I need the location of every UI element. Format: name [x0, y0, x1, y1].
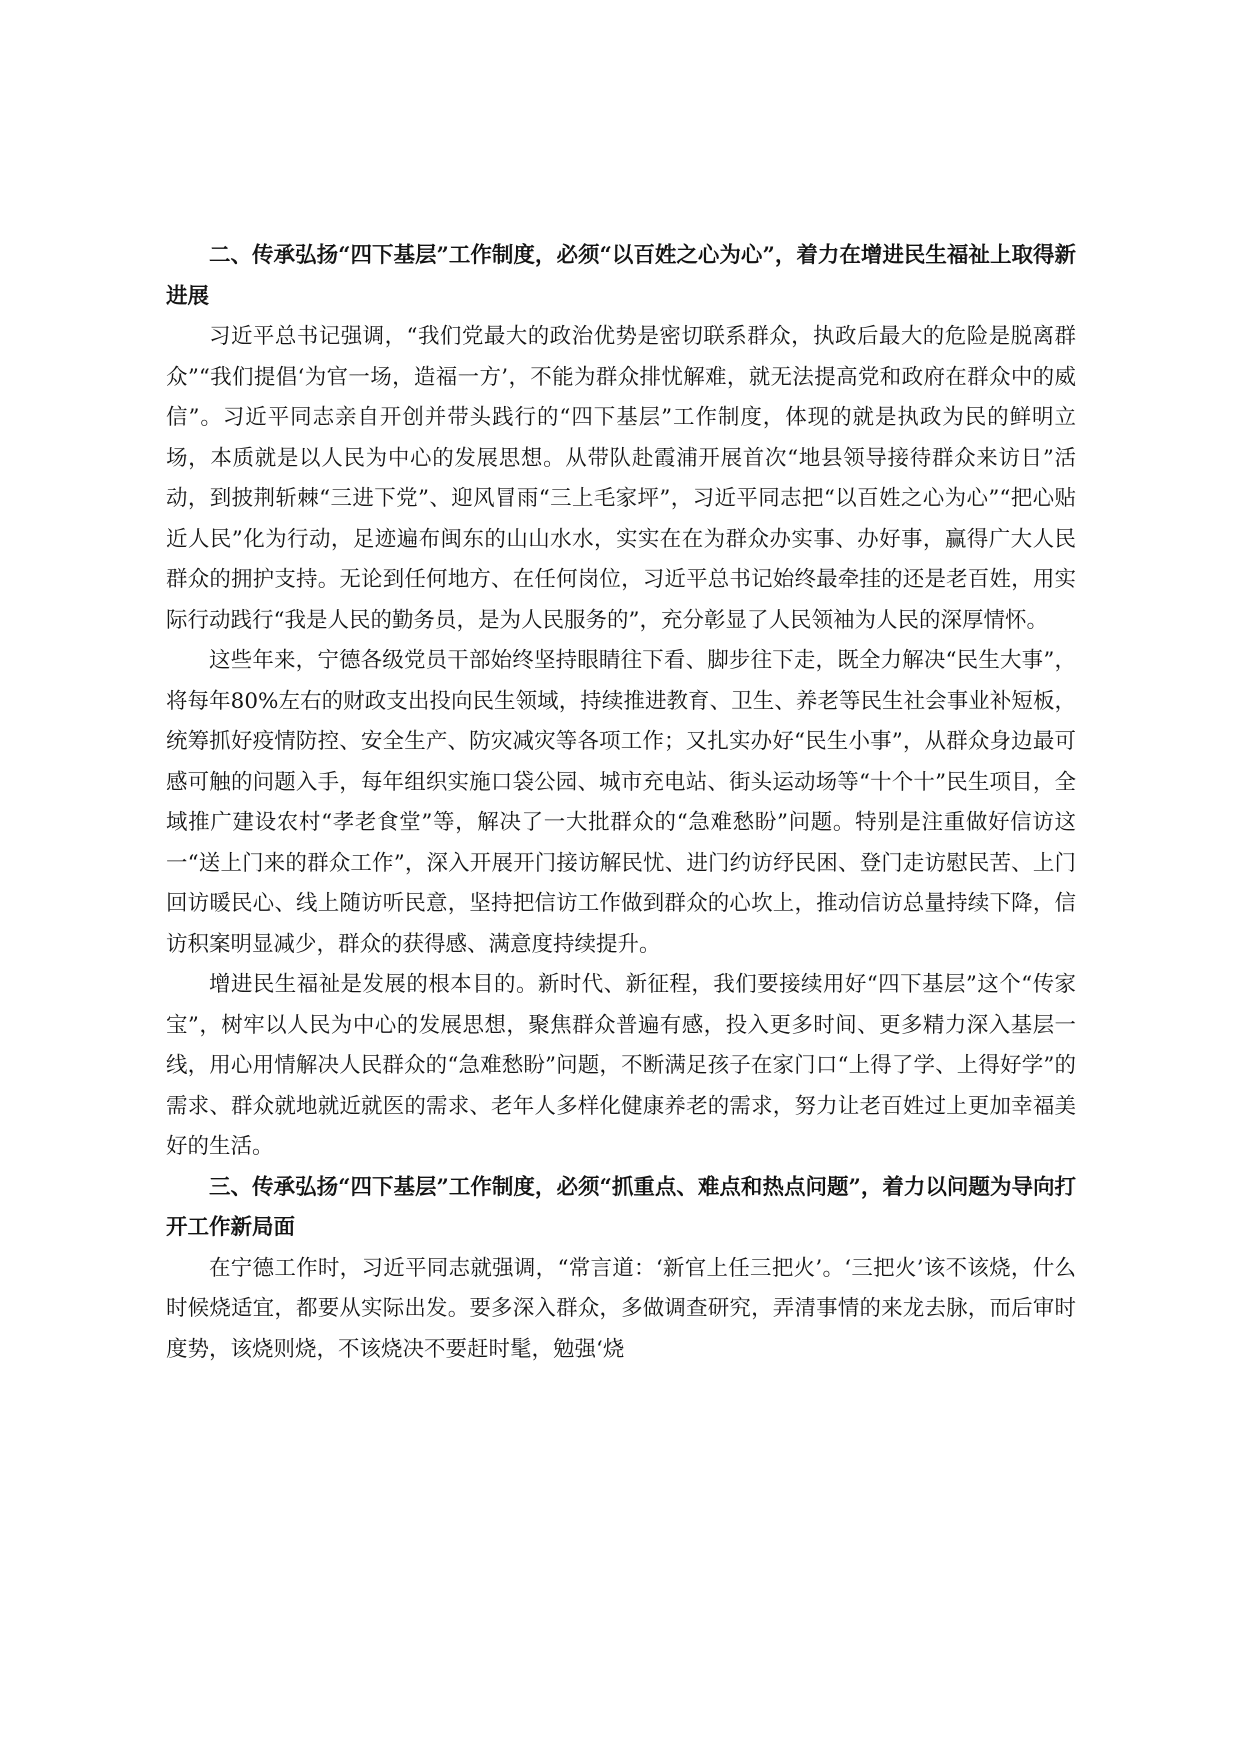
- body-paragraph: 习近平总书记强调，“我们党最大的政治优势是密切联系群众，执政后最大的危险是脱离群众”“我们提倡‘为官一场，造福一方’，不能为群众排忧解难，就无法提高党和政府在群众中的威信”。习近平同志亲自开创并带头践行的“四下基层”工作制度，体现的就是执政为民的鲜明立场，本质就是以人民为中心的发展思想。从带队赴霞浦开展首次“地县领导接待群众来访日”活动，到披荆斩棘“三进下党”、迎风冒雨“三上毛家坪”，习近平同志把“以百姓之心为心”“把心贴近人民”化为行动，足迹遍布闽东的山山水水，实实在在为群众办实事、办好事，赢得广大人民群众的拥护支持。无论到任何地方、在任何岗位，习近平总书记始终最牵挂的还是老百姓，用实际行动践行“我是人民的勤务员，是为人民服务的”，充分彰显了人民领袖为人民的深厚情怀。: [166, 324, 1076, 633]
- section-heading: 二、传承弘扬“四下基层”工作制度，必须“以百姓之心为心”，着力在增进民生福祉上取得新进展: [166, 243, 1076, 309]
- body-paragraph: 在宁德工作时，习近平同志就强调，“常言道：‘新官上任三把火’。‘三把火’该不该烧，什么时候烧适宜，都要从实际出发。要多深入群众，多做调查研究，弄清事情的来龙去脉，而后审时度势，该烧则烧，不该烧决不要赶时髦，勉强‘烧: [166, 1255, 1076, 1362]
- body-paragraph: 增进民生福祉是发展的根本目的。新时代、新征程，我们要接续用好“四下基层”这个“传家宝”，树牢以人民为中心的发展思想，聚焦群众普遍有感，投入更多时间、更多精力深入基层一线，用心用情解决人民群众的“急难愁盼”问题，不断满足孩子在家门口“上得了学、上得好学”的需求、群众就地就近就医的需求、老年人多样化健康养老的需求，努力让老百姓过上更加幸福美好的生活。: [166, 972, 1076, 1159]
- document-page: [166, 236, 1076, 1370]
- section-heading: 三、传承弘扬“四下基层”工作制度，必须“抓重点、难点和热点问题”，着力以问题为导向打开工作新局面: [166, 1174, 1076, 1240]
- body-paragraph: 这些年来，宁德各级党员干部始终坚持眼睛往下看、脚步往下走，既全力解决“民生大事”，将每年80%左右的财政支出投向民生领域，持续推进教育、卫生、养老等民生社会事业补短板，统筹抓好疫情防控、安全生产、防灾减灾等各项工作；又扎实办好“民生小事”，从群众身边最可感可触的问题入手，每年组织实施口袋公园、城市充电站、街头运动场等“十个十”民生项目，全域推广建设农村“孝老食堂”等，解决了一大批群众的“急难愁盼”问题。特别是注重做好信访这一“送上门来的群众工作”，深入开展开门接访解民忧、进门约访纾民困、登门走访慰民苦、上门回访暖民心、线上随访听民意，坚持把信访工作做到群众的心坎上，推动信访总量持续下降，信访积案明显减少，群众的获得感、满意度持续提升。: [166, 648, 1076, 957]
